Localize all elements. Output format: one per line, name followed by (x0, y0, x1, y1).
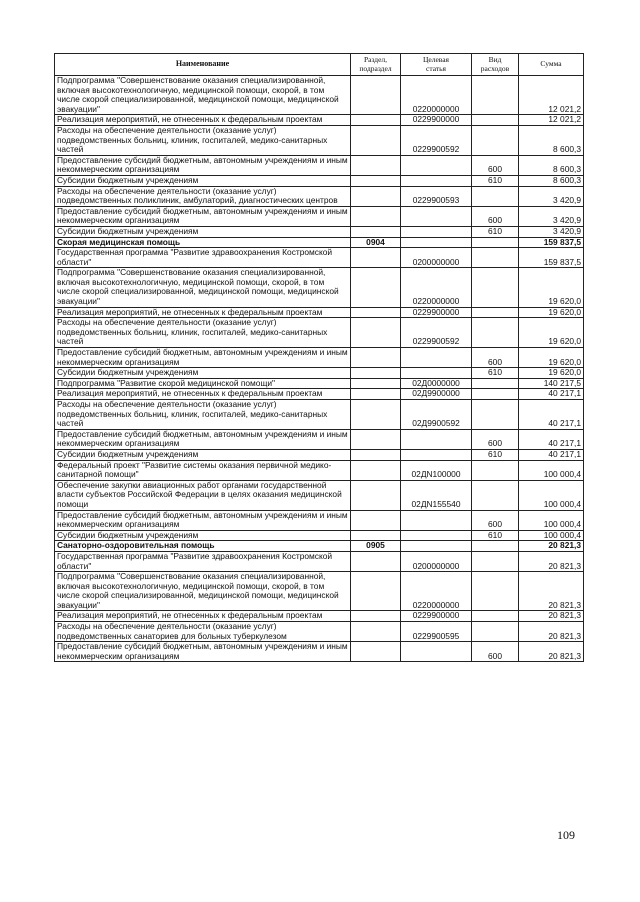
row-expense-type-cell: 600 (472, 510, 519, 530)
row-section-cell (351, 642, 401, 662)
row-target-cell (401, 530, 472, 541)
row-amount-cell: 8 600,3 (519, 155, 584, 175)
table-row (55, 307, 584, 318)
row-target-cell (401, 368, 472, 379)
row-expense-type-cell (472, 611, 519, 622)
row-amount-cell: 140 217,5 (519, 378, 584, 389)
table-row (55, 155, 584, 175)
row-expense-type-cell: 600 (472, 642, 519, 662)
row-expense-type-cell (472, 400, 519, 430)
table-row (55, 115, 584, 126)
table-row (55, 460, 584, 480)
row-expense-type-cell (472, 480, 519, 510)
row-target-cell: 0229900593 (401, 186, 472, 206)
row-amount-cell: 40 217,1 (519, 429, 584, 449)
row-target-cell: 02Д9900000 (401, 389, 472, 400)
row-target-cell (401, 541, 472, 552)
row-amount-cell: 100 000,4 (519, 530, 584, 541)
row-target-cell (401, 206, 472, 226)
row-name-cell: Подпрограмма "Развитие скорой медицинской помощи" (55, 378, 351, 389)
row-section-cell (351, 268, 401, 307)
row-name-cell: Субсидии бюджетным учреждениям (55, 368, 351, 379)
row-expense-type-cell: 600 (472, 155, 519, 175)
row-section-cell (351, 429, 401, 449)
table-row (55, 248, 584, 268)
row-section-cell (351, 125, 401, 155)
row-amount-cell: 8 600,3 (519, 125, 584, 155)
row-expense-type-cell (472, 186, 519, 206)
table-row (55, 348, 584, 368)
row-section-cell (351, 348, 401, 368)
row-section-cell (351, 368, 401, 379)
row-target-cell: 0220000000 (401, 268, 472, 307)
row-name-cell: Субсидии бюджетным учреждениям (55, 226, 351, 237)
row-amount-cell: 20 821,3 (519, 572, 584, 611)
row-expense-type-cell (472, 389, 519, 400)
row-amount-cell: 159 837,5 (519, 237, 584, 248)
row-target-cell: 0229900592 (401, 125, 472, 155)
table-row (55, 237, 584, 248)
row-section-cell: 0904 (351, 237, 401, 248)
row-section-cell (351, 115, 401, 126)
row-expense-type-cell (472, 572, 519, 611)
row-name-cell: Предоставление субсидий бюджетным, автономным учреждениям и иным некоммерческим организациям (55, 642, 351, 662)
row-target-cell (401, 449, 472, 460)
row-target-cell (401, 429, 472, 449)
row-amount-cell: 19 620,0 (519, 268, 584, 307)
row-name-cell: Предоставление субсидий бюджетным, автономным учреждениям и иным некоммерческим организациям (55, 429, 351, 449)
row-name-cell: Реализация мероприятий, не отнесенных к федеральным проектам (55, 307, 351, 318)
row-expense-type-cell: 610 (472, 530, 519, 541)
row-amount-cell: 20 821,3 (519, 622, 584, 642)
table-row (55, 268, 584, 307)
row-amount-cell: 12 021,2 (519, 76, 584, 115)
table-row (55, 572, 584, 611)
row-amount-cell: 40 217,1 (519, 449, 584, 460)
row-name-cell: Расходы на обеспечение деятельности (оказание услуг) подведомственных больниц, клиник, госпиталей, медико-санитарных частей (55, 318, 351, 348)
row-section-cell (351, 186, 401, 206)
row-section-cell (351, 611, 401, 622)
row-target-cell (401, 226, 472, 237)
row-section-cell (351, 226, 401, 237)
row-section-cell (351, 378, 401, 389)
row-name-cell: Реализация мероприятий, не отнесенных к федеральным проектам (55, 611, 351, 622)
row-section-cell (351, 622, 401, 642)
row-target-cell: 0200000000 (401, 248, 472, 268)
row-target-cell: 0220000000 (401, 76, 472, 115)
row-section-cell (351, 318, 401, 348)
row-target-cell (401, 175, 472, 186)
row-name-cell: Расходы на обеспечение деятельности (оказание услуг) подведомственных больниц, клиник, госпиталей, медико-санитарных частей (55, 400, 351, 430)
table-row (55, 611, 584, 622)
row-section-cell (351, 206, 401, 226)
row-name-cell: Федеральный проект "Развитие системы оказания первичной медико-санитарной помощи" (55, 460, 351, 480)
row-section-cell (351, 449, 401, 460)
row-name-cell: Государственная программа "Развитие здравоохранения Костромской области" (55, 248, 351, 268)
row-expense-type-cell (472, 268, 519, 307)
row-expense-type-cell (472, 237, 519, 248)
row-target-cell: 02ДN155540 (401, 480, 472, 510)
row-expense-type-cell: 610 (472, 368, 519, 379)
row-amount-cell: 12 021,2 (519, 115, 584, 126)
row-amount-cell: 8 600,3 (519, 175, 584, 186)
row-target-cell (401, 642, 472, 662)
row-name-cell: Подпрограмма "Совершенствование оказания специализированной, включая высокотехнологичную, медицинской помощи, скорой, в том числе скорой специализированной, медицинской помощи, медицинской эвакуации" (55, 572, 351, 611)
row-name-cell: Предоставление субсидий бюджетным, автономным учреждениям и иным некоммерческим организациям (55, 155, 351, 175)
header-expense-type: Вид расходов (472, 54, 519, 76)
row-section-cell (351, 510, 401, 530)
table-row (55, 551, 584, 571)
page-number: 109 (557, 828, 575, 842)
row-target-cell: 02Д0000000 (401, 378, 472, 389)
row-section-cell (351, 175, 401, 186)
row-target-cell: 0229900000 (401, 115, 472, 126)
row-name-cell: Расходы на обеспечение деятельности (оказание услуг) подведомственных больниц, клиник, госпиталей, медико-санитарных частей (55, 125, 351, 155)
table-row (55, 318, 584, 348)
table-row (55, 186, 584, 206)
row-name-cell: Реализация мероприятий, не отнесенных к федеральным проектам (55, 115, 351, 126)
row-target-cell: 0229900000 (401, 611, 472, 622)
table-header-row (55, 54, 584, 76)
row-expense-type-cell: 600 (472, 429, 519, 449)
row-target-cell (401, 155, 472, 175)
row-name-cell: Предоставление субсидий бюджетным, автономным учреждениям и иным некоммерческим организациям (55, 206, 351, 226)
row-expense-type-cell (472, 318, 519, 348)
row-expense-type-cell (472, 115, 519, 126)
row-section-cell (351, 551, 401, 571)
row-amount-cell: 3 420,9 (519, 186, 584, 206)
row-target-cell (401, 510, 472, 530)
row-target-cell: 02Д9900592 (401, 400, 472, 430)
row-name-cell: Предоставление субсидий бюджетным, автономным учреждениям и иным некоммерческим организациям (55, 510, 351, 530)
header-target: Целевая статья (401, 54, 472, 76)
budget-table (54, 53, 584, 662)
table-row (55, 429, 584, 449)
row-target-cell: 02ДN100000 (401, 460, 472, 480)
table-row (55, 206, 584, 226)
row-amount-cell: 3 420,9 (519, 206, 584, 226)
row-name-cell: Государственная программа "Развитие здравоохранения Костромской области" (55, 551, 351, 571)
row-expense-type-cell: 600 (472, 206, 519, 226)
row-section-cell (351, 480, 401, 510)
table-row (55, 378, 584, 389)
row-expense-type-cell (472, 460, 519, 480)
table-row (55, 530, 584, 541)
table-row (55, 125, 584, 155)
row-name-cell: Подпрограмма "Совершенствование оказания специализированной, включая высокотехнологичную, медицинской помощи, скорой, в том числе скорой специализированной, медицинской помощи, медицинской эвакуации" (55, 268, 351, 307)
row-section-cell (351, 155, 401, 175)
row-name-cell: Санаторно-оздоровительная помощь (55, 541, 351, 552)
row-section-cell (351, 460, 401, 480)
table-row (55, 400, 584, 430)
row-name-cell: Субсидии бюджетным учреждениям (55, 449, 351, 460)
row-expense-type-cell: 610 (472, 449, 519, 460)
row-expense-type-cell (472, 248, 519, 268)
row-amount-cell: 20 821,3 (519, 541, 584, 552)
row-expense-type-cell: 610 (472, 226, 519, 237)
row-amount-cell: 40 217,1 (519, 400, 584, 430)
row-section-cell (351, 572, 401, 611)
table-row (55, 389, 584, 400)
row-amount-cell: 100 000,4 (519, 460, 584, 480)
row-expense-type-cell (472, 551, 519, 571)
row-name-cell: Предоставление субсидий бюджетным, автономным учреждениям и иным некоммерческим организациям (55, 348, 351, 368)
row-section-cell (351, 76, 401, 115)
row-target-cell (401, 348, 472, 368)
row-section-cell (351, 307, 401, 318)
row-name-cell: Субсидии бюджетным учреждениям (55, 175, 351, 186)
row-name-cell: Скорая медицинская помощь (55, 237, 351, 248)
row-amount-cell: 19 620,0 (519, 348, 584, 368)
row-amount-cell: 20 821,3 (519, 642, 584, 662)
row-section-cell (351, 389, 401, 400)
row-name-cell: Реализация мероприятий, не отнесенных к федеральным проектам (55, 389, 351, 400)
table-body (55, 76, 584, 662)
row-expense-type-cell: 610 (472, 175, 519, 186)
table-row (55, 76, 584, 115)
row-target-cell: 0220000000 (401, 572, 472, 611)
row-amount-cell: 100 000,4 (519, 480, 584, 510)
table-row (55, 510, 584, 530)
row-amount-cell: 20 821,3 (519, 551, 584, 571)
row-amount-cell: 19 620,0 (519, 318, 584, 348)
row-target-cell: 0229900595 (401, 622, 472, 642)
row-amount-cell: 3 420,9 (519, 226, 584, 237)
row-section-cell (351, 530, 401, 541)
table-row (55, 449, 584, 460)
row-expense-type-cell: 600 (472, 348, 519, 368)
row-amount-cell: 19 620,0 (519, 307, 584, 318)
row-amount-cell: 19 620,0 (519, 368, 584, 379)
row-amount-cell: 20 821,3 (519, 611, 584, 622)
row-target-cell: 0229900592 (401, 318, 472, 348)
row-expense-type-cell (472, 76, 519, 115)
table-row (55, 175, 584, 186)
row-section-cell (351, 400, 401, 430)
table-row (55, 642, 584, 662)
row-section-cell (351, 248, 401, 268)
row-name-cell: Расходы на обеспечение деятельности (оказание услуг) подведомственных поликлиник, амбулаторий, диагностических центров (55, 186, 351, 206)
row-amount-cell: 40 217,1 (519, 389, 584, 400)
row-amount-cell: 159 837,5 (519, 248, 584, 268)
header-name: Наименование (55, 54, 351, 76)
row-name-cell: Подпрограмма "Совершенствование оказания специализированной, включая высокотехнологичную, медицинской помощи, скорой, в том числе скорой специализированной, медицинской помощи, медицинской эвакуации" (55, 76, 351, 115)
row-name-cell: Обеспечение закупки авиационных работ органами государственной власти субъектов Российской Федерации в целях оказания медицинской помощи (55, 480, 351, 510)
row-target-cell (401, 237, 472, 248)
row-expense-type-cell (472, 125, 519, 155)
header-section: Раздел, подраздел (351, 54, 401, 76)
row-expense-type-cell (472, 622, 519, 642)
table-row (55, 226, 584, 237)
row-section-cell: 0905 (351, 541, 401, 552)
table-row (55, 480, 584, 510)
row-target-cell: 0200000000 (401, 551, 472, 571)
row-name-cell: Субсидии бюджетным учреждениям (55, 530, 351, 541)
header-amount: Сумма (519, 54, 584, 76)
row-name-cell: Расходы на обеспечение деятельности (оказание услуг) подведомственных санаториев для больных туберкулезом (55, 622, 351, 642)
row-expense-type-cell (472, 307, 519, 318)
row-expense-type-cell (472, 378, 519, 389)
table-row (55, 622, 584, 642)
table-row (55, 368, 584, 379)
table-row (55, 541, 584, 552)
row-expense-type-cell (472, 541, 519, 552)
row-amount-cell: 100 000,4 (519, 510, 584, 530)
row-target-cell: 0229900000 (401, 307, 472, 318)
